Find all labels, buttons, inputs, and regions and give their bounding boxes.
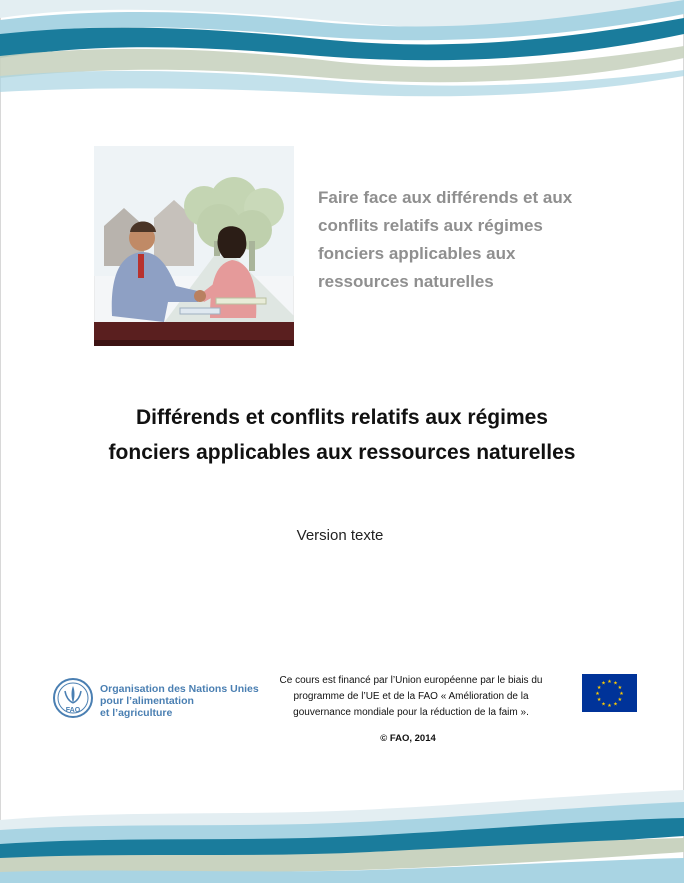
funding-statement (258, 673, 564, 721)
fao-logo (52, 677, 94, 719)
funding-line: Ce cours est financé par l’Union européenne par le biais du (279, 675, 543, 686)
funding-line: gouvernance mondiale pour la réduction de la faim ». (293, 707, 529, 718)
fao-organisation-name (100, 683, 260, 719)
handshake-illustration (94, 146, 294, 346)
svg-text:★: ★ (613, 701, 618, 708)
document-title-line: fonciers applicables aux ressources naturelles (108, 441, 576, 464)
svg-text:★: ★ (601, 701, 606, 708)
svg-text:★: ★ (619, 691, 624, 697)
svg-text:★: ★ (607, 679, 612, 685)
svg-text:★: ★ (613, 680, 618, 687)
fao-name-line: pour l’alimentation (100, 695, 194, 707)
fao-name-line: Organisation des Nations Unies (100, 683, 259, 695)
course-title-line: fonciers applicables aux (318, 244, 516, 263)
svg-text:★: ★ (617, 697, 623, 703)
copyright-notice: © FAO, 2014 (380, 733, 436, 744)
document-title-line: Différends et conflits relatifs aux régimes (136, 406, 548, 429)
svg-text:★: ★ (617, 685, 623, 691)
course-title-line: Faire face aux différends et aux (318, 188, 573, 207)
top-wave-decoration (0, 0, 684, 100)
course-title-line: ressources naturelles (318, 272, 494, 291)
course-title (318, 184, 618, 296)
fao-logo-text: FAO (65, 707, 81, 714)
fao-name-line: et l’agriculture (100, 707, 173, 719)
funding-line: programme de l’UE et de la FAO « Amélioration de la (293, 691, 529, 702)
svg-text:★: ★ (607, 703, 612, 709)
svg-text:★: ★ (595, 691, 600, 697)
document-title (40, 400, 644, 470)
eu-flag-icon (582, 674, 637, 712)
bottom-wave-decoration (0, 790, 684, 883)
version-label: Version texte (296, 527, 384, 544)
svg-text:★: ★ (601, 680, 606, 687)
course-title-line: conflits relatifs aux régimes (318, 216, 543, 235)
svg-text:★: ★ (596, 685, 602, 691)
svg-text:★: ★ (596, 697, 602, 703)
